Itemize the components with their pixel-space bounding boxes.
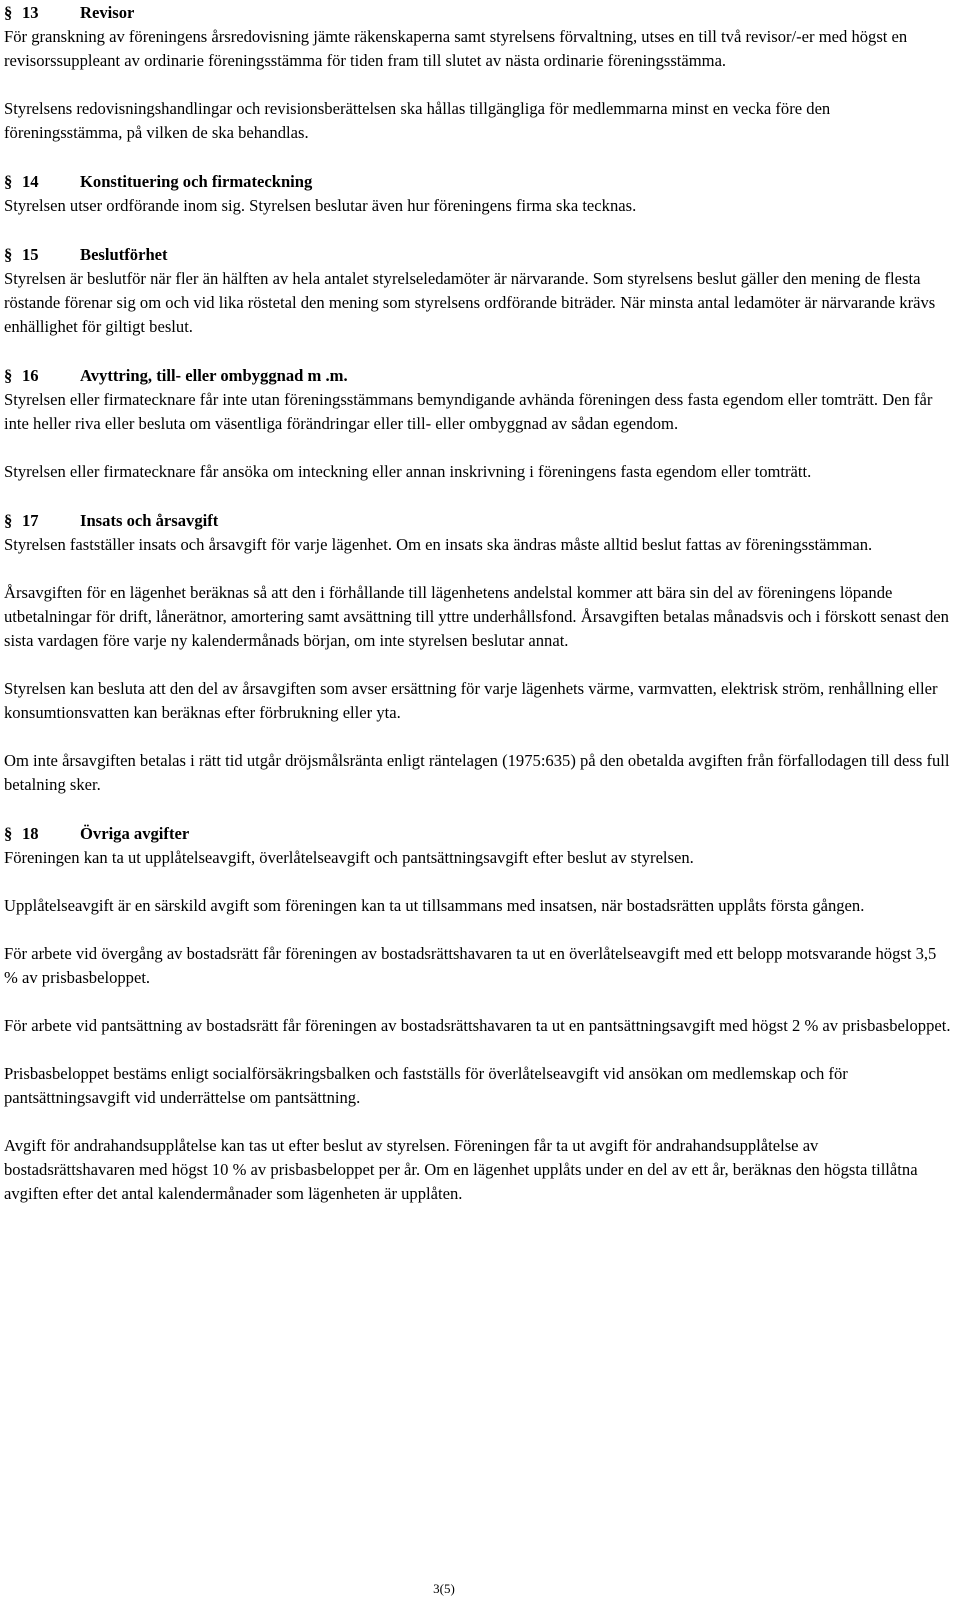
section-number: 18 (22, 824, 39, 843)
section-number: 13 (22, 3, 39, 22)
paragraph: Avgift för andrahandsupplåtelse kan tas ut efter beslut av styrelsen. Föreningen får ta ut avgift för andrahandsupplåtelse av bostadsrättshavaren med högst 10 % av prisbasbeloppet per år. Om en lägenhet upplåts under en del av ett år, beräknas den högsta tillåtna avgiften efter det antal kalendermånader som lägenheten är upplåten. (4, 1136, 918, 1203)
paragraph: Upplåtelseavgift är en särskild avgift som föreningen kan ta ut tillsammans med insatsen, när bostadsrätten upplåts första gången. (4, 896, 865, 915)
section-18 (4, 821, 952, 1206)
section-17 (4, 508, 952, 797)
section-number: 14 (22, 172, 39, 191)
paragraph-sign: § (4, 824, 13, 843)
section-title: Avyttring, till- eller ombyggnad m .m. (80, 366, 348, 385)
section-15 (4, 242, 952, 339)
section-title: Övriga avgifter (80, 824, 190, 843)
section-title: Revisor (80, 3, 135, 22)
section-13 (4, 0, 952, 145)
section-heading (4, 0, 952, 25)
section-heading (4, 169, 952, 194)
paragraph: För arbete vid pantsättning av bostadsrätt får föreningen av bostadsrättshavaren ta ut en pantsättningsavgift med högst 2 % av prisbasbeloppet. (4, 1016, 951, 1035)
section-heading (4, 363, 952, 388)
paragraph-sign: § (4, 245, 13, 264)
paragraph: Föreningen kan ta ut upplåtelseavgift, överlåtelseavgift och pantsättningsavgift efter beslut av styrelsen. (4, 848, 694, 867)
paragraph: Årsavgiften för en lägenhet beräknas så att den i förhållande till lägenhetens andelstal kommer att bära sin del av föreningens löpande utbetalningar för drift, lånerätnor, amortering samt avsättning till yttre underhållsfond. Årsavgiften betalas månadsvis och i förskott senast den sista vardagen före varje ny kalendermånads början, om inte styrelsen beslutar annat. (4, 583, 949, 650)
paragraph-sign: § (4, 172, 13, 191)
paragraph: För granskning av föreningens årsredovisning jämte räkenskaperna samt styrelsens förvaltning, utses en till två revisor/-er med högst en revisorssuppleant av ordinarie föreningsstämma för tiden fram till slutet av nästa ordinarie föreningsstämma. (4, 27, 908, 70)
paragraph: Styrelsen är beslutför när fler än hälften av hela antalet styrelseledamöter är närvarande. Som styrelsens beslut gäller den mening de flesta röstande förenar sig om och vid lika röstetal den mening som styrelsens ordförande biträder. När minsta antal ledamöter är närvarande krävs enhällighet för giltigt beslut. (4, 269, 936, 336)
paragraph-sign: § (4, 3, 13, 22)
paragraph: Styrelsen kan besluta att den del av årsavgiften som avser ersättning för varje lägenhets värme, varmvatten, elektrisk ström, renhållning eller konsumtionsvatten kan beräknas efter förbrukning eller yta. (4, 679, 938, 722)
section-14 (4, 169, 952, 218)
paragraph: Prisbasbeloppet bestäms enligt socialförsäkringsbalken och fastställs för överlåtelseavgift vid ansökan om medlemskap och för pantsättningsavgift vid underrättelse om pantsättning. (4, 1064, 848, 1107)
paragraph: Om inte årsavgiften betalas i rätt tid utgår dröjsmålsränta enligt räntelagen (1975:635) på den obetalda avgiften från förfallodagen till dess full betalning sker. (4, 751, 950, 794)
paragraph: Styrelsens redovisningshandlingar och revisionsberättelsen ska hållas tillgängliga för medlemmarna minst en vecka före den föreningsstämma, på vilken de ska behandlas. (4, 99, 831, 142)
paragraph: Styrelsen fastställer insats och årsavgift för varje lägenhet. Om en insats ska ändras måste alltid beslut fattas av föreningsstämman. (4, 535, 873, 554)
paragraph: Styrelsen eller firmatecknare får inte utan föreningsstämmans bemyndigande avhända föreningen dess fasta egendom eller tomträtt. Den får inte heller riva eller besluta om väsentliga förändringar eller till- eller ombyggnad av sådan egendom. (4, 390, 933, 433)
section-title: Insats och årsavgift (80, 511, 219, 530)
paragraph-sign: § (4, 366, 13, 385)
section-title: Konstituering och firmateckning (80, 172, 313, 191)
section-heading (4, 821, 952, 846)
document-page (4, 0, 952, 1596)
section-number: 16 (22, 366, 39, 385)
section-heading (4, 508, 952, 533)
paragraph-sign: § (4, 511, 13, 530)
paragraph: Styrelsen utser ordförande inom sig. Styrelsen beslutar även hur föreningens firma ska tecknas. (4, 196, 637, 215)
paragraph: Styrelsen eller firmatecknare får ansöka om inteckning eller annan inskrivning i föreningens fasta egendom eller tomträtt. (4, 462, 812, 481)
section-heading (4, 242, 952, 267)
section-16 (4, 363, 952, 484)
section-number: 17 (22, 511, 39, 530)
paragraph: För arbete vid övergång av bostadsrätt får föreningen av bostadsrättshavaren ta ut en överlåtelseavgift med ett belopp motsvarande högst 3,5 % av prisbasbeloppet. (4, 944, 937, 987)
section-number: 15 (22, 245, 39, 264)
page-number: 3(5) (433, 1581, 455, 1596)
section-title: Beslutförhet (80, 245, 168, 264)
